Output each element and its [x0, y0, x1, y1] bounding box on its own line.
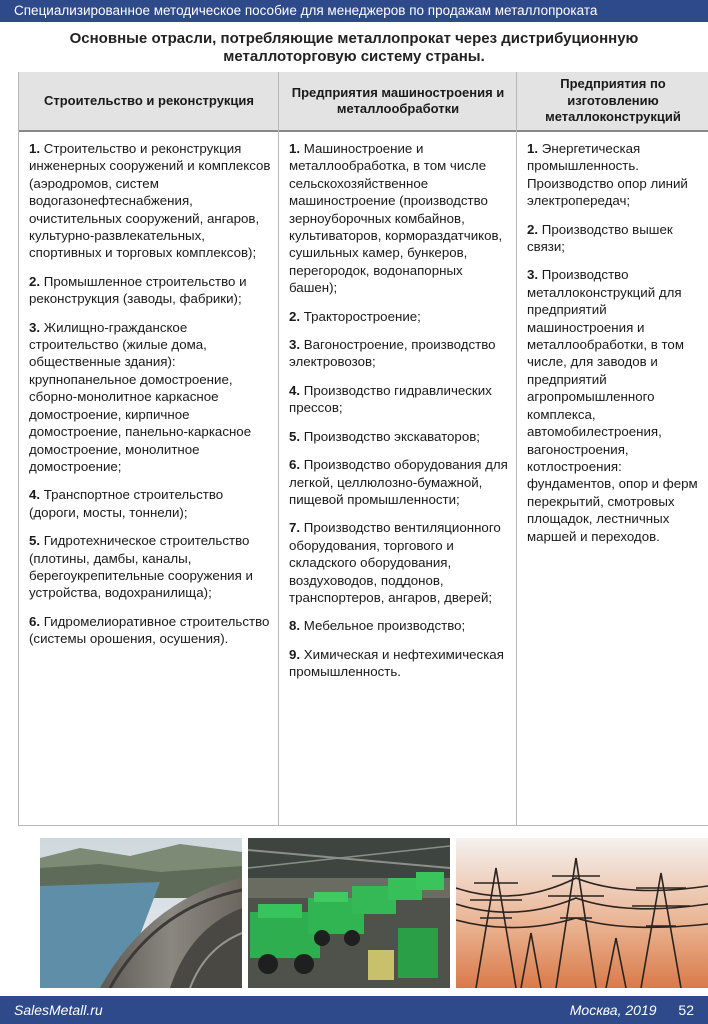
list-item: 5. Производство экскаваторов; — [289, 428, 480, 444]
page-number: 52 — [678, 1002, 694, 1018]
footer-bar — [0, 996, 708, 1024]
city-year: Москва, 2019 — [569, 1002, 657, 1018]
list-item: 1. Энергетическая промышленность. Производство опор линий электропередач; — [527, 141, 688, 209]
list-item: 2. Тракторостроение; — [289, 308, 421, 324]
list-item: 4. Производство гидравлических прессов; — [289, 382, 492, 416]
footer-right — [570, 996, 694, 1024]
list-item: 6. Производство оборудования для легкой, целлюлозно-бумажной, пищевой промышленности; — [289, 457, 508, 507]
column-header-metal-structures: Предприятия по изготовлению металлоконструкций — [545, 76, 681, 125]
column-machinery — [279, 132, 517, 825]
column-header-machinery: Предприятия машиностроения и металлообработки — [291, 84, 505, 116]
list-item: 2. Промышленное строительство и реконструкция (заводы, фабрики); — [29, 273, 247, 307]
power-towers-photo — [456, 838, 708, 988]
site-link[interactable]: SalesMetall.ru — [14, 1002, 103, 1018]
dam-photo — [40, 838, 242, 988]
list-item: 1. Машиностроение и металлообработка, в том числе сельскохозяйственное машиностроение (производство зерноуборочных комбайнов, культиваторов, кормораздатчиков, сушильных камер, бункеров, перегородок, водонапорных башен); — [289, 141, 503, 296]
table-header-row — [19, 72, 708, 132]
column-header-construction: Строительство и реконструкция — [43, 92, 255, 108]
column-construction — [19, 132, 279, 825]
list-item: 8. Мебельное производство; — [289, 618, 466, 634]
photo-strip — [18, 826, 708, 996]
list-item: 3. Жилищно-гражданское строительство (жилые дома, общественные здания): крупнопанельное домостроение, сборно-монолитное каркасное домостроение, кирпичное домостроение, панельно-каркасное домостроение, монолитное домостроение; — [29, 319, 252, 474]
list-item: 3. Производство металлоконструкций для предприятий машиностроения и металлообработки, в том числе, для заводов и предприятий агропромышленного комплекса, автомобилестроения, вагоностроения, котлостроения: фундаментов, опор и ферм перекрытий, смотровых площадок, лестничных маршей и переходов. — [527, 267, 698, 544]
list-item: 5. Гидротехническое строительство (плотины, дамбы, каналы, берегоукрепительные сооружения и устройства, водохранилища); — [29, 533, 253, 601]
list-item: 9. Химическая и нефтехимическая промышленность. — [289, 646, 504, 680]
list-item: 1. Строительство и реконструкция инженерных сооружений и комплексов (аэродромов, систем водогазонефтеснабжения, очистительных сооружений, ангаров, культурно-развлекательных, спортивных и торговых комплексов); — [29, 141, 271, 261]
title-line-2: металлоторговую систему страны. — [223, 48, 485, 65]
list-item: 4. Транспортное строительство (дороги, мосты, тоннели); — [29, 487, 224, 520]
list-item: 2. Производство вышек связи; — [527, 221, 673, 255]
title-line-1: Основные отрасли, потребляющие металлопрокат через дистрибуционную — [69, 30, 639, 47]
list-item: 6. Гидромелиоративное строительство (системы орошения, осушения). — [29, 613, 270, 647]
column-metal-structures — [517, 132, 708, 825]
industries-table — [18, 72, 708, 826]
page-title — [0, 30, 708, 66]
header-bar: Специализированное методическое пособие для менеджеров по продажам металлопроката — [0, 0, 708, 22]
list-item: 3. Вагоностроение, производство электровозов; — [289, 337, 496, 370]
list-item: 7. Производство вентиляционного оборудования, торгового и складского оборудования, воздуховодов, поддонов, транспортеров, ангаров, дверей; — [289, 520, 501, 605]
tractor-factory-photo — [248, 838, 450, 988]
